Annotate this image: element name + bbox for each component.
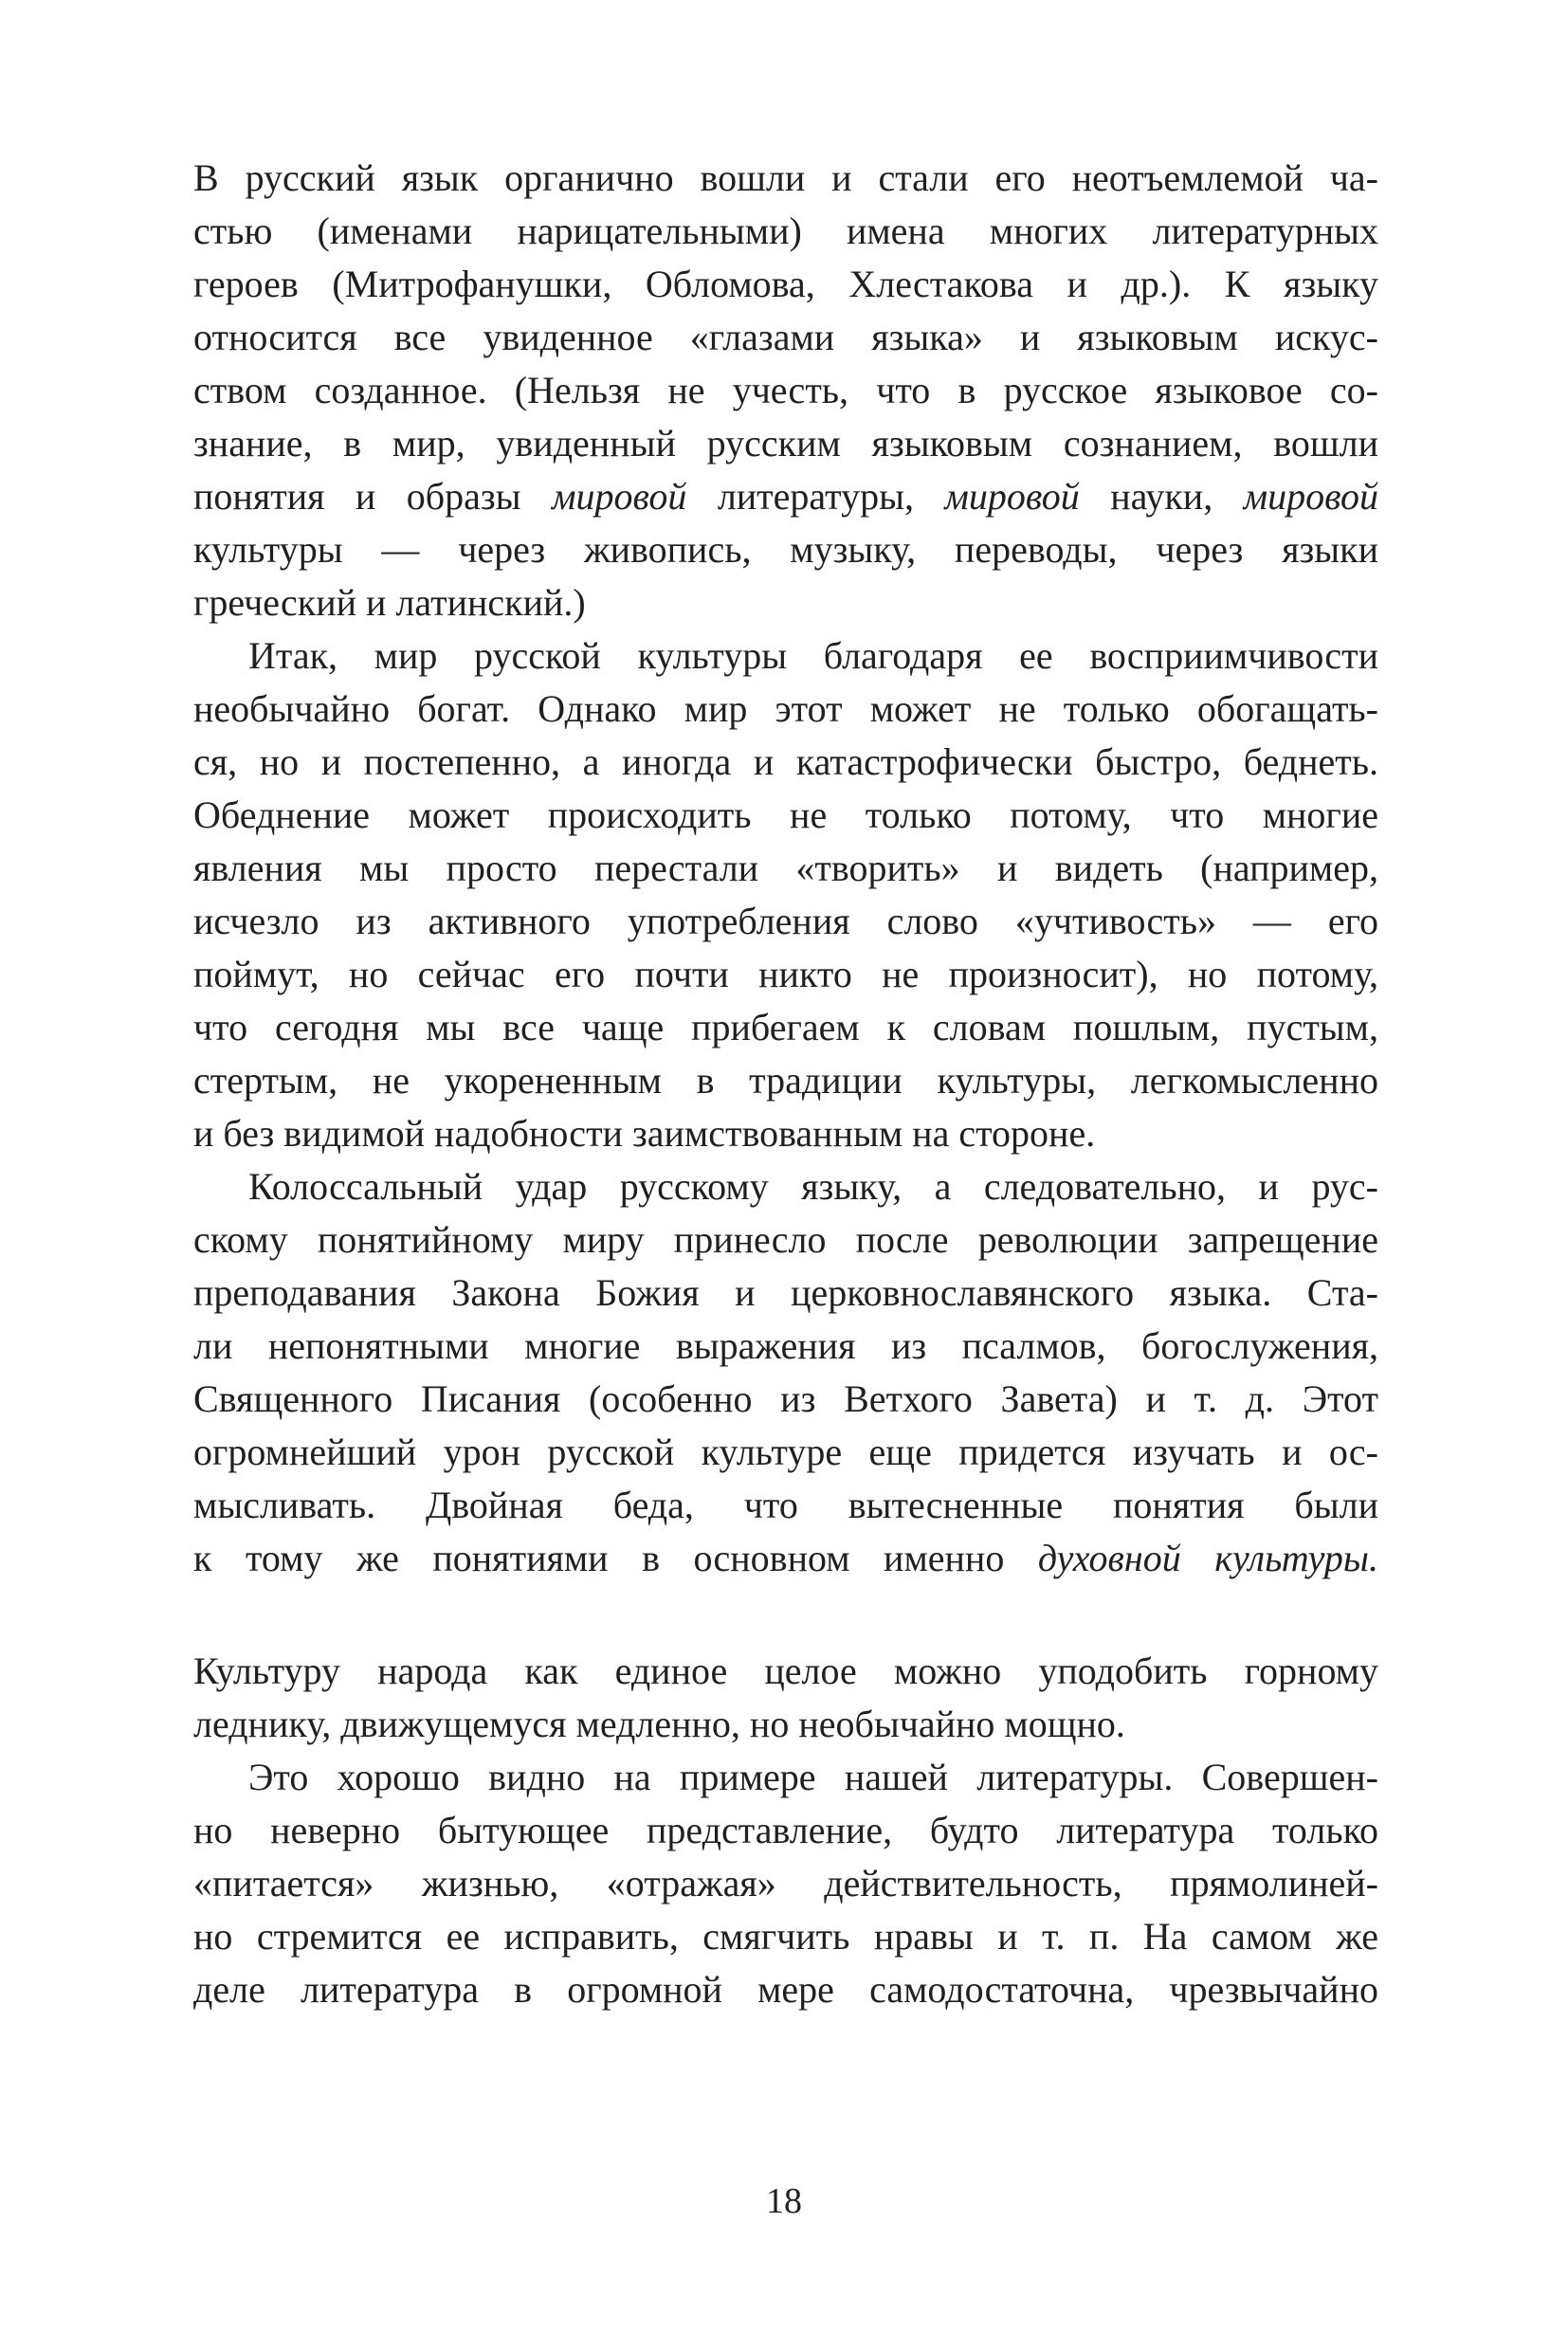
text-run: и без видимой надобности заимствованным на стороне. <box>193 1112 1096 1155</box>
text-line <box>193 258 1378 311</box>
text-run: ся, но и постепенно, а иногда и катастрофически быстро, беднеть. <box>193 740 1378 783</box>
text-line <box>193 1160 1378 1213</box>
text-line <box>193 1426 1378 1479</box>
text-line <box>193 1267 1378 1320</box>
text-line <box>193 1910 1378 1963</box>
text-line <box>193 1645 1378 1698</box>
text-line <box>193 576 1378 629</box>
text-run: науки, <box>1079 475 1244 518</box>
text-line <box>193 629 1378 683</box>
text-line <box>193 948 1378 1001</box>
text-line <box>193 1963 1378 2016</box>
text-line <box>193 842 1378 895</box>
text-run: деле литература в огромной мере самодостаточна, чрезвычайно <box>193 1968 1378 2011</box>
italic-text: мировой <box>944 475 1080 518</box>
text-line <box>193 1479 1378 1532</box>
text-run: «питается» жизнью, «отражая» действительность, прямолиней- <box>193 1862 1378 1904</box>
paragraph <box>193 1751 1378 2016</box>
text-run: мысливать. Двойная беда, что вытесненные понятия были <box>193 1484 1378 1526</box>
text-line <box>193 1107 1378 1160</box>
text-line <box>193 364 1378 417</box>
text-run: греческий и латинский.) <box>193 581 586 624</box>
text-run: В русский язык органично вошли и стали его неотъемлемой ча- <box>193 156 1378 199</box>
text-line <box>193 895 1378 948</box>
text-line <box>193 683 1378 736</box>
text-run: литературы, <box>686 475 945 518</box>
text-run: леднику, движущемуся медленно, но необычайно мощно. <box>193 1703 1125 1745</box>
text-run: необычайно богат. Однако мир этот может не только обогащать- <box>193 687 1378 730</box>
text-run: преподавания Закона Божия и церковнославянского языка. Ста- <box>193 1271 1378 1314</box>
text-run: Культуру народа как единое целое можно уподобить горному <box>193 1649 1378 1692</box>
text-run: стью (именами нарицательными) имена многих литературных <box>193 210 1378 252</box>
text-run: но стремится ее исправить, смягчить нравы и т. п. На самом же <box>193 1915 1378 1958</box>
section-break <box>193 1585 1378 1645</box>
text-run: что сегодня мы все чаще прибегаем к словам пошлым, пустым, <box>193 1006 1378 1048</box>
text-run: героев (Митрофанушки, Обломова, Хлестакова и др.). К языку <box>193 263 1378 305</box>
text-run: скому понятийному миру принесло после революции запрещение <box>193 1218 1378 1261</box>
text-line <box>193 1698 1378 1751</box>
text-line <box>193 1320 1378 1373</box>
text-run: к тому же понятиями в основном именно <box>193 1537 1038 1579</box>
text-run: понятия и образы <box>193 475 552 518</box>
text-line <box>193 1857 1378 1910</box>
text-line <box>193 152 1378 205</box>
text-run: Итак, мир русской культуры благодаря ее восприимчивости <box>248 634 1378 677</box>
text-run: но неверно бытующее представление, будто литература только <box>193 1809 1378 1851</box>
text-run: стертым, не укорененным в традиции культуры, легкомысленно <box>193 1059 1378 1102</box>
text-line <box>193 1532 1378 1585</box>
text-run: культуры — через живопись, музыку, переводы, через языки <box>193 528 1378 571</box>
text-line <box>193 1054 1378 1107</box>
text-run: огромнейший урон русской культуре еще придется изучать и ос- <box>193 1431 1378 1473</box>
paragraph <box>193 1645 1378 1751</box>
paragraph <box>193 152 1378 629</box>
text-run: поймут, но сейчас его почти никто не произносит), но потому, <box>193 953 1378 995</box>
italic-text: мировой <box>1243 475 1378 518</box>
italic-text: духовной культуры. <box>1037 1537 1378 1579</box>
text-line <box>193 1804 1378 1857</box>
text-line <box>193 1751 1378 1804</box>
italic-text: мировой <box>552 475 687 518</box>
text-run: знание, в мир, увиденный русским языковым сознанием, вошли <box>193 422 1378 465</box>
paragraph <box>193 629 1378 1160</box>
text-line <box>193 470 1378 523</box>
page-body <box>193 152 1378 2016</box>
text-line <box>193 205 1378 258</box>
text-line <box>193 789 1378 842</box>
text-run: Обеднение может происходить не только потому, что многие <box>193 793 1378 836</box>
text-run: относится все увиденное «глазами языка» и языковым искус- <box>193 316 1378 358</box>
text-run: исчезло из активного употребления слово «учтивость» — его <box>193 900 1378 942</box>
text-run: явления мы просто перестали «творить» и видеть (например, <box>193 847 1378 889</box>
text-run: Это хорошо видно на примере нашей литературы. Совершен- <box>248 1756 1378 1798</box>
text-line <box>193 1373 1378 1426</box>
text-run: ли непонятными многие выражения из псалмов, богослужения, <box>193 1324 1378 1367</box>
text-line <box>193 417 1378 470</box>
text-line <box>193 1213 1378 1267</box>
text-run: Священного Писания (особенно из Ветхого Завета) и т. д. Этот <box>193 1377 1378 1420</box>
text-line <box>193 523 1378 576</box>
text-line <box>193 1001 1378 1054</box>
text-line <box>193 311 1378 364</box>
page-number: 18 <box>766 2181 802 2221</box>
paragraph <box>193 1160 1378 1585</box>
text-run: Колоссальный удар русскому языку, а следовательно, и рус- <box>248 1165 1378 1208</box>
text-run: ством созданное. (Нельзя не учесть, что в русское языковое со- <box>193 369 1378 411</box>
text-line <box>193 736 1378 789</box>
